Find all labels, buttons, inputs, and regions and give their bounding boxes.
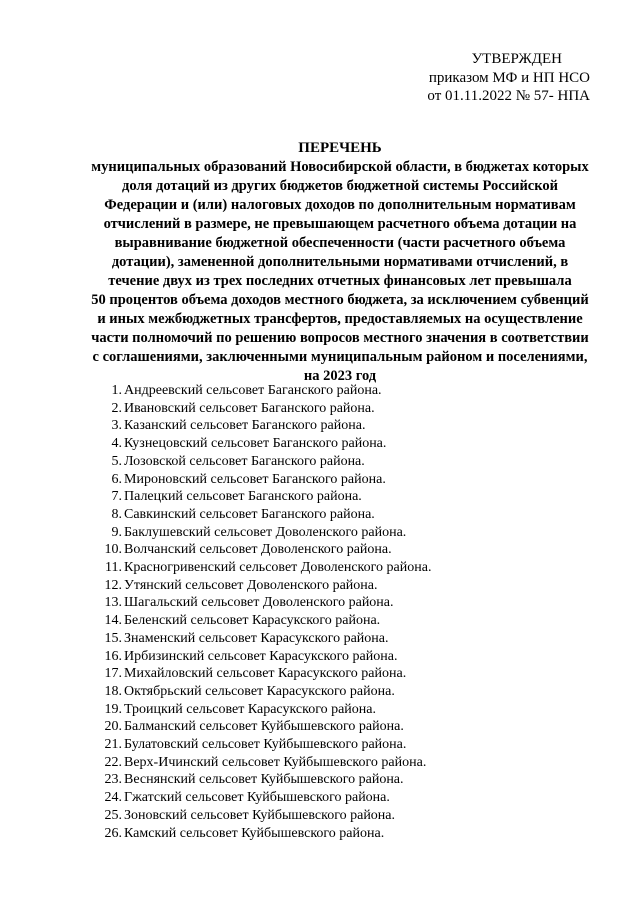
list-item-text: Красногривенский сельсовет Доволенского района. (124, 560, 432, 576)
list-item (80, 506, 431, 524)
list-item-number: 2. (111, 400, 122, 416)
list-item (80, 736, 431, 754)
list-item-number: 12. (104, 577, 122, 593)
list-item-number: 1. (111, 383, 122, 398)
list-item-number: 9. (111, 524, 122, 540)
list-item-number: 7. (111, 489, 122, 505)
list-item (80, 807, 431, 825)
list-item (80, 718, 431, 736)
list-item (80, 417, 431, 435)
list-item-number: 21. (104, 737, 122, 753)
list-item-text: Казанский сельсовет Баганского района. (124, 418, 366, 434)
list-item-text: Беленский сельсовет Карасукского района. (124, 613, 381, 629)
list-item-text: Михайловский сельсовет Карасукского района. (124, 666, 407, 682)
heading-line: выравнивание бюджетной обеспеченности (части расчетного объема (114, 235, 566, 251)
list-item (80, 382, 431, 400)
list-item (80, 701, 431, 719)
list-item (80, 435, 431, 453)
list-item-text: Ивановский сельсовет Баганского района. (124, 400, 375, 416)
list-item-number: 15. (104, 630, 122, 646)
list-item-text: Знаменский сельсовет Карасукского района. (124, 630, 389, 646)
list-item-number: 4. (111, 436, 122, 452)
list-item-number: 24. (104, 790, 122, 806)
list-item-text: Камский сельсовет Куйбышевского района. (124, 825, 385, 841)
list-item-number: 3. (111, 418, 122, 434)
list-item (80, 630, 431, 648)
list-item-number: 8. (111, 506, 122, 522)
list-item-number: 25. (104, 807, 122, 823)
list-item-number: 17. (104, 666, 122, 682)
list-item-number: 5. (111, 453, 122, 469)
list-item-text: Троицкий сельсовет Карасукского района. (124, 701, 377, 717)
list-item-number: 6. (111, 471, 122, 487)
list-item-text: Верх-Ичинский сельсовет Куйбышевского района. (124, 754, 427, 770)
list-item-number: 13. (104, 595, 122, 611)
list-item-text: Веснянский сельсовет Куйбышевского района. (124, 772, 404, 788)
list-item-text: Кузнецовский сельсовет Баганского района. (124, 436, 387, 452)
municipality-list (80, 382, 431, 842)
list-item (80, 400, 431, 418)
list-item (80, 683, 431, 701)
list-item-number: 16. (104, 648, 122, 664)
heading-line: отчислений в размере, не превышающем расчетного объема дотации на (103, 216, 577, 232)
list-item-text: Ирбизинский сельсовет Карасукского района. (124, 648, 398, 664)
list-item-text: Лозовской сельсовет Баганского района. (124, 453, 365, 469)
list-item-number: 22. (104, 754, 122, 770)
heading-line: муниципальных образований Новосибирской области, в бюджетах которых (91, 159, 589, 175)
list-item-text: Гжатский сельсовет Куйбышевского района. (124, 790, 390, 806)
list-item-number: 26. (104, 825, 122, 841)
list-item-number: 19. (104, 701, 122, 717)
list-item (80, 471, 431, 489)
heading-line: Федерации и (или) налоговых доходов по дополнительным нормативам (104, 197, 576, 213)
heading-line: на 2023 год (303, 368, 377, 384)
list-item-text: Баклушевский сельсовет Доволенского района. (124, 524, 407, 540)
list-item (80, 594, 431, 612)
list-item (80, 665, 431, 683)
approval-line: приказом МФ и НП НСО (428, 69, 590, 86)
list-item (80, 577, 431, 595)
list-item-number: 14. (104, 613, 122, 629)
list-item (80, 825, 431, 843)
list-item-text: Булатовский сельсовет Куйбышевского района. (124, 737, 407, 753)
document-heading (40, 139, 640, 386)
list-item-number: 18. (104, 683, 122, 699)
list-item (80, 789, 431, 807)
list-item (80, 754, 431, 772)
list-item-text: Мироновский сельсовет Баганского района. (124, 471, 386, 487)
list-item-text: Палецкий сельсовет Баганского района. (124, 489, 362, 505)
approval-line: УТВЕРЖДЕН (471, 51, 562, 67)
list-item (80, 453, 431, 471)
list-item-text: Волчанский сельсовет Доволенского района. (124, 542, 392, 558)
list-item-text: Балманский сельсовет Куйбышевского района. (124, 719, 404, 735)
heading-line: и иных межбюджетных трансфертов, предоставляемых на осуществление (97, 311, 583, 327)
list-item (80, 771, 431, 789)
document-title: ПЕРЕЧЕНЬ (298, 140, 382, 156)
list-item-text: Зоновский сельсовет Куйбышевского района. (124, 807, 396, 823)
approval-stamp (340, 50, 590, 106)
heading-line: 50 процентов объема доходов местного бюджета, за исключением субвенций (91, 292, 589, 308)
heading-line: дотации), замененной дополнительными нормативами отчислений, в (111, 254, 569, 270)
list-item (80, 541, 431, 559)
heading-line: части полномочий по решению вопросов местного значения в соответствии (91, 330, 589, 346)
list-item (80, 524, 431, 542)
list-item-text: Андреевский сельсовет Баганского района. (124, 383, 382, 398)
list-item-number: 23. (104, 772, 122, 788)
list-item-number: 20. (104, 719, 122, 735)
list-item (80, 612, 431, 630)
list-item-text: Утянский сельсовет Доволенского района. (124, 577, 378, 593)
list-item-number: 10. (104, 542, 122, 558)
heading-line: доля дотаций из других бюджетов бюджетной системы Российской (121, 178, 559, 194)
heading-line: течение двух из трех последних отчетных финансовых лет превышала (108, 273, 572, 289)
list-item-text: Октябрьский сельсовет Карасукского района. (124, 683, 395, 699)
list-item-number: 11. (105, 560, 122, 576)
approval-line: от 01.11.2022 № 57- НПА (427, 88, 590, 104)
list-item (80, 648, 431, 666)
heading-line: с соглашениями, заключенными муниципальным районом и поселениями, (92, 349, 588, 365)
list-item-text: Савкинский сельсовет Баганского района. (124, 506, 375, 522)
list-item (80, 559, 431, 577)
list-item (80, 488, 431, 506)
list-item-text: Шагальский сельсовет Доволенского района. (124, 595, 394, 611)
